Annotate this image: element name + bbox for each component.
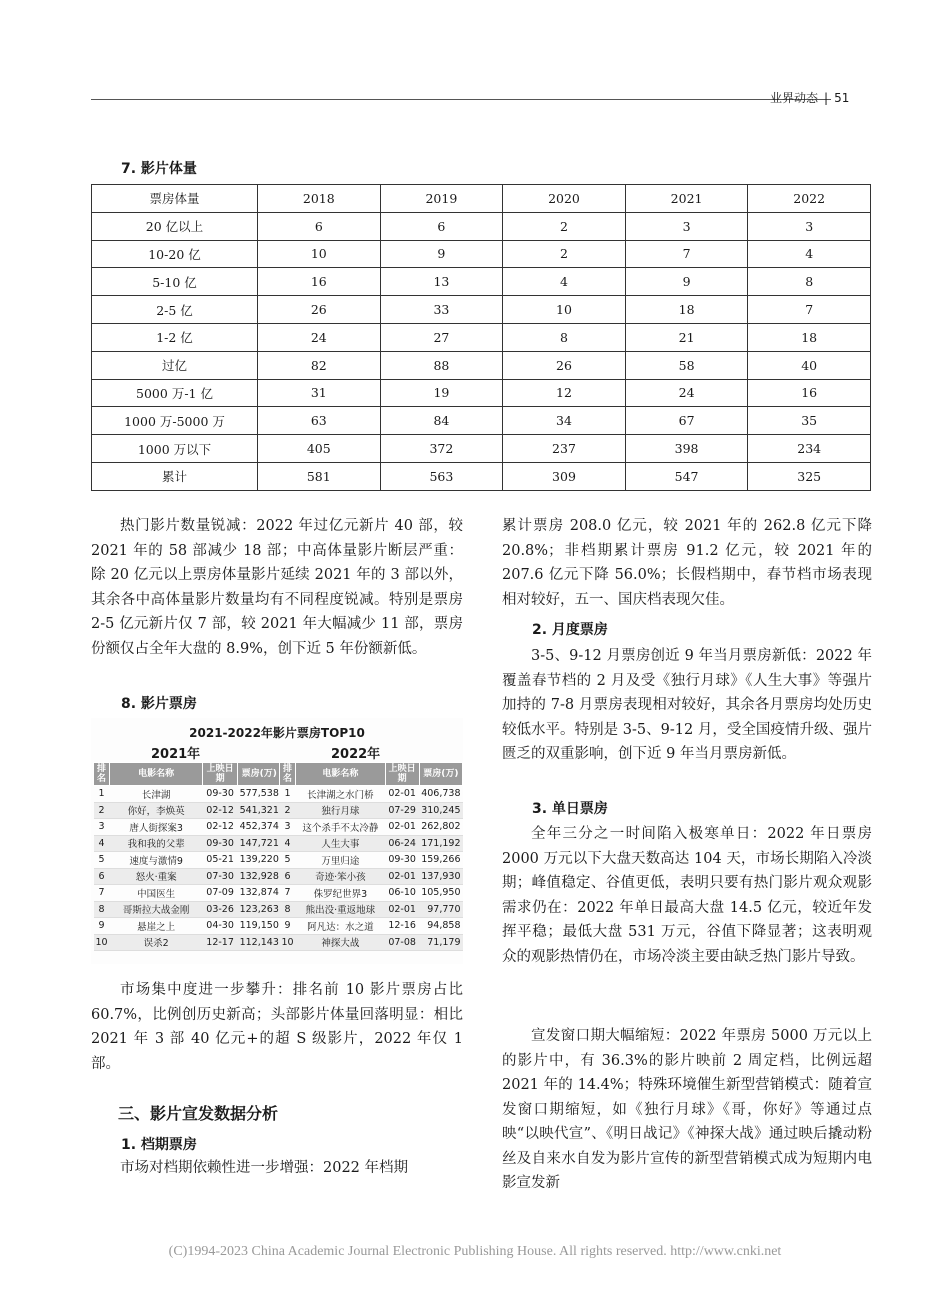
table-row — [92, 379, 871, 407]
film-title-cell: 误杀2 — [110, 934, 203, 951]
rank-cell: 5 — [94, 852, 110, 869]
box-office-cell: 123,263 — [238, 901, 281, 918]
section-8-title: 8. 影片票房 — [121, 696, 197, 712]
header-cell: 2022 — [748, 185, 871, 213]
table-header-row — [92, 185, 871, 213]
film-title-cell: 我和我的父辈 — [110, 835, 203, 852]
box-office-cell: 406,738 — [419, 786, 462, 803]
count-cell: 19 — [380, 379, 503, 407]
release-date-cell: 06-10 — [385, 885, 419, 902]
table-row — [92, 435, 871, 463]
box-office-cell: 105,950 — [419, 885, 462, 902]
col-box-office: 票房(万) — [238, 763, 281, 786]
count-cell: 24 — [258, 323, 381, 351]
year-2021-label: 2021年 — [151, 747, 201, 762]
col-rank: 排名 — [94, 763, 110, 786]
volume-category-cell: 5-10 亿 — [92, 268, 258, 296]
rank-cell: 9 — [94, 918, 110, 935]
film-title-cell: 阿凡达：水之道 — [296, 918, 386, 935]
volume-category-cell: 过亿 — [92, 351, 258, 379]
table-row — [92, 296, 871, 324]
release-date-cell: 09-30 — [385, 852, 419, 869]
release-date-cell: 04-30 — [203, 918, 238, 935]
volume-category-cell: 累计 — [92, 462, 258, 490]
table-row — [280, 885, 463, 902]
table-row — [92, 323, 871, 351]
rank-cell: 1 — [94, 786, 110, 803]
box-office-cell: 577,538 — [238, 786, 281, 803]
film-title-cell: 长津湖 — [110, 786, 203, 803]
count-cell: 63 — [258, 407, 381, 435]
box-office-cell: 159,266 — [419, 852, 462, 869]
rank-cell: 8 — [280, 901, 296, 918]
volume-category-cell: 2-5 亿 — [92, 296, 258, 324]
count-cell: 6 — [380, 212, 503, 240]
table-row — [94, 786, 281, 803]
subsection-2-title: 2. 月度票房 — [532, 622, 608, 638]
table-row — [280, 901, 463, 918]
col-date: 上映日期 — [203, 763, 238, 786]
release-date-cell: 07-29 — [385, 802, 419, 819]
header-cell: 2019 — [380, 185, 503, 213]
volume-category-cell: 1-2 亿 — [92, 323, 258, 351]
release-date-cell: 12-17 — [203, 934, 238, 951]
table-row — [280, 819, 463, 836]
release-date-cell: 02-12 — [203, 802, 238, 819]
table-row — [280, 786, 463, 803]
count-cell: 4 — [748, 240, 871, 268]
table-row — [94, 819, 281, 836]
count-cell: 58 — [625, 351, 748, 379]
film-title-cell: 哥斯拉大战金刚 — [110, 901, 203, 918]
right-paragraph-2: 3-5、9-12 月票房创近 9 年当月票房新低：2022 年覆盖春节档的 2 月及受《独行月球》《人生大事》等强片加持的 7-8 月票房表现相对较好，其余各月票房均处历史较低水平。特别是 3-5、9-12 月，受全国疫情升级、强片匮乏的双重影响，创下近 9 年当月票房新低。 — [502, 648, 872, 762]
table-row — [280, 802, 463, 819]
count-cell: 35 — [748, 407, 871, 435]
film-title-cell: 悬崖之上 — [110, 918, 203, 935]
table-row — [94, 802, 281, 819]
rank-cell: 5 — [280, 852, 296, 869]
count-cell: 234 — [748, 435, 871, 463]
table-row — [94, 852, 281, 869]
count-cell: 8 — [748, 268, 871, 296]
release-date-cell: 07-08 — [385, 934, 419, 951]
table-row — [92, 462, 871, 490]
rank-cell: 10 — [280, 934, 296, 951]
volume-category-cell: 5000 万-1 亿 — [92, 379, 258, 407]
film-title-cell: 独行月球 — [296, 802, 386, 819]
release-date-cell: 05-21 — [203, 852, 238, 869]
film-volume-table — [91, 184, 871, 491]
col-rank: 排名 — [280, 763, 296, 786]
count-cell: 581 — [258, 462, 381, 490]
right-paragraph-4: 宣发窗口期大幅缩短：2022 年票房 5000 万元以上的影片中，有 36.3%的影片映前 2 周定档，比例远超 2021 年的 14.4%；特殊环境催生新型营销模式：随着宣发窗口期缩短，如《独行月球》《哥，你好》等通过点映“以映代宣”、《明日战记》《神探大战》通过映后撬动粉丝及自来水自发为影片宣传的新型营销模式成为短期内电影宣发新 — [502, 1028, 872, 1191]
page-number: 51 — [834, 91, 850, 105]
release-date-cell: 02-01 — [385, 786, 419, 803]
table-row — [92, 407, 871, 435]
count-cell: 67 — [625, 407, 748, 435]
count-cell: 16 — [748, 379, 871, 407]
release-date-cell: 09-30 — [203, 786, 238, 803]
count-cell: 21 — [625, 323, 748, 351]
count-cell: 40 — [748, 351, 871, 379]
rank-cell: 10 — [94, 934, 110, 951]
rank-cell: 1 — [280, 786, 296, 803]
part-3-title: 三、影片宣发数据分析 — [118, 1104, 279, 1123]
count-cell: 2 — [503, 240, 626, 268]
release-date-cell: 03-26 — [203, 901, 238, 918]
col-box-office: 票房(万) — [419, 763, 462, 786]
count-cell: 3 — [748, 212, 871, 240]
box-office-cell: 262,802 — [419, 819, 462, 836]
release-date-cell: 02-12 — [203, 819, 238, 836]
table-row — [94, 918, 281, 935]
volume-category-cell: 1000 万以下 — [92, 435, 258, 463]
count-cell: 18 — [748, 323, 871, 351]
figure-title: 2021-2022年影片票房TOP10 — [189, 726, 365, 740]
release-date-cell: 02-01 — [385, 819, 419, 836]
box-office-cell: 139,220 — [238, 852, 281, 869]
count-cell: 27 — [380, 323, 503, 351]
count-cell: 88 — [380, 351, 503, 379]
rank-cell: 7 — [94, 885, 110, 902]
count-cell: 405 — [258, 435, 381, 463]
film-title-cell: 这个杀手不太冷静 — [296, 819, 386, 836]
volume-category-cell: 1000 万-5000 万 — [92, 407, 258, 435]
box-office-cell: 171,192 — [419, 835, 462, 852]
box-office-cell: 71,179 — [419, 934, 462, 951]
header-cell: 2018 — [258, 185, 381, 213]
count-cell: 16 — [258, 268, 381, 296]
box-office-cell: 119,150 — [238, 918, 281, 935]
count-cell: 34 — [503, 407, 626, 435]
film-title-cell: 中国医生 — [110, 885, 203, 902]
count-cell: 7 — [625, 240, 748, 268]
rank-cell: 4 — [94, 835, 110, 852]
film-title-cell: 奇迹·笨小孩 — [296, 868, 386, 885]
table-row — [94, 868, 281, 885]
rank-cell: 7 — [280, 885, 296, 902]
count-cell: 4 — [503, 268, 626, 296]
rank-cell: 8 — [94, 901, 110, 918]
count-cell: 2 — [503, 212, 626, 240]
table-row — [280, 868, 463, 885]
top10-2022-table — [279, 762, 463, 951]
rank-cell: 2 — [94, 802, 110, 819]
film-title-cell: 你好，李焕英 — [110, 802, 203, 819]
header-cell: 2020 — [503, 185, 626, 213]
film-title-cell: 人生大事 — [296, 835, 386, 852]
rank-cell: 3 — [94, 819, 110, 836]
count-cell: 237 — [503, 435, 626, 463]
count-cell: 31 — [258, 379, 381, 407]
count-cell: 547 — [625, 462, 748, 490]
rank-cell: 6 — [280, 868, 296, 885]
table-row — [94, 934, 281, 951]
count-cell: 563 — [380, 462, 503, 490]
film-title-cell: 唐人街探案3 — [110, 819, 203, 836]
count-cell: 9 — [380, 240, 503, 268]
rank-cell: 3 — [280, 819, 296, 836]
film-title-cell: 侏罗纪世界3 — [296, 885, 386, 902]
box-office-cell: 94,858 — [419, 918, 462, 935]
film-title-cell: 速度与激情9 — [110, 852, 203, 869]
film-title-cell: 万里归途 — [296, 852, 386, 869]
rank-cell: 9 — [280, 918, 296, 935]
box-office-cell: 97,770 — [419, 901, 462, 918]
subsection-3-title: 3. 单日票房 — [532, 801, 608, 817]
count-cell: 9 — [625, 268, 748, 296]
count-cell: 309 — [503, 462, 626, 490]
table-row — [94, 901, 281, 918]
col-date: 上映日期 — [385, 763, 419, 786]
release-date-cell: 09-30 — [203, 835, 238, 852]
table-row — [280, 934, 463, 951]
count-cell: 18 — [625, 296, 748, 324]
header-cell: 2021 — [625, 185, 748, 213]
rank-cell: 2 — [280, 802, 296, 819]
col-title: 电影名称 — [296, 763, 386, 786]
volume-category-cell: 20 亿以上 — [92, 212, 258, 240]
table-row — [280, 918, 463, 935]
box-office-cell: 132,874 — [238, 885, 281, 902]
box-office-cell: 147,721 — [238, 835, 281, 852]
table-row — [92, 212, 871, 240]
box-office-cell: 541,321 — [238, 802, 281, 819]
count-cell: 10 — [503, 296, 626, 324]
count-cell: 325 — [748, 462, 871, 490]
release-date-cell: 06-24 — [385, 835, 419, 852]
volume-category-cell: 10-20 亿 — [92, 240, 258, 268]
left-paragraph-1: 热门影片数量锐减：2022 年过亿元新片 40 部，较 2021 年的 58 部减少 18 部；中高体量影片断层严重：除 20 亿元以上票房体量影片延续 2021 年的 3 部以外，其余各中高体量影片数量均有不同程度锐减。特别是票房 2-5 亿元新片仅 7 部，较 2021 年大幅减少 11 部，票房份额仅占全年大盘的 8.9%，创下近 5 年份额新低。 — [91, 518, 463, 657]
count-cell: 26 — [503, 351, 626, 379]
subsection-1-title: 1. 档期票房 — [121, 1137, 197, 1153]
count-cell: 372 — [380, 435, 503, 463]
year-2022-label: 2022年 — [331, 747, 381, 762]
count-cell: 82 — [258, 351, 381, 379]
count-cell: 12 — [503, 379, 626, 407]
count-cell: 3 — [625, 212, 748, 240]
box-office-cell: 310,245 — [419, 802, 462, 819]
count-cell: 8 — [503, 323, 626, 351]
film-title-cell: 神探大战 — [296, 934, 386, 951]
left-paragraph-2: 市场集中度进一步攀升：排名前 10 影片票房占比 60.7%，比例创历史新高；头部影片体量回落明显：相比 2021 年 3 部 40 亿元+的超 S 级影片，2022 年仅 1 部。 — [91, 982, 463, 1072]
header-rule — [91, 99, 831, 100]
box-office-cell: 452,374 — [238, 819, 281, 836]
count-cell: 10 — [258, 240, 381, 268]
copyright-footer: (C)1994-2023 China Academic Journal Electronic Publishing House. All rights reserved. http://www.cnki.net — [168, 1244, 782, 1259]
right-paragraph-1: 累计票房 208.0 亿元，较 2021 年的 262.8 亿元下降 20.8%；非档期累计票房 91.2 亿元，较 2021 年的 207.6 亿元下降 56.0%；长假档期中，春节档市场表现相对较好，五一、国庆档表现欠佳。 — [502, 518, 872, 608]
right-paragraph-3: 全年三分之一时间陷入极寒单日：2022 年日票房 2000 万元以下大盘天数高达 104 天，市场长期陷入冷淡期；峰值稳定、谷值更低，表明只要有热门影片观众观影需求仍在：2022 年单日最高大盘 14.5 亿元，较近年发挥平稳；最低大盘 531 万元，谷值下降显著；这表明观众的观影热情仍在，市场冷淡主要由缺乏热门影片导致。 — [502, 826, 872, 965]
count-cell: 398 — [625, 435, 748, 463]
release-date-cell: 12-16 — [385, 918, 419, 935]
box-office-cell: 132,928 — [238, 868, 281, 885]
release-date-cell: 07-30 — [203, 868, 238, 885]
table-row — [92, 268, 871, 296]
rank-cell: 4 — [280, 835, 296, 852]
box-office-cell: 112,143 — [238, 934, 281, 951]
count-cell: 6 — [258, 212, 381, 240]
top10-2021-table — [93, 762, 281, 951]
left-paragraph-3: 市场对档期依赖性进一步增强：2022 年档期 — [120, 1160, 409, 1176]
count-cell: 84 — [380, 407, 503, 435]
release-date-cell: 02-01 — [385, 901, 419, 918]
table-row — [94, 885, 281, 902]
table-row — [92, 351, 871, 379]
running-header: 业界动态 | 51 — [770, 91, 850, 105]
header-cell: 票房体量 — [92, 185, 258, 213]
count-cell: 26 — [258, 296, 381, 324]
release-date-cell: 02-01 — [385, 868, 419, 885]
count-cell: 24 — [625, 379, 748, 407]
count-cell: 13 — [380, 268, 503, 296]
count-cell: 7 — [748, 296, 871, 324]
section-7-title: 7. 影片体量 — [121, 161, 197, 177]
film-title-cell: 长津湖之水门桥 — [296, 786, 386, 803]
box-office-cell: 137,930 — [419, 868, 462, 885]
film-title-cell: 怒火·重案 — [110, 868, 203, 885]
col-title: 电影名称 — [110, 763, 203, 786]
table-row — [92, 240, 871, 268]
table-row — [280, 835, 463, 852]
film-title-cell: 熊出没·重返地球 — [296, 901, 386, 918]
table-row — [280, 852, 463, 869]
rank-cell: 6 — [94, 868, 110, 885]
count-cell: 33 — [380, 296, 503, 324]
header-section: 业界动态 — [770, 91, 819, 105]
table-row — [94, 835, 281, 852]
top10-figure — [91, 718, 463, 964]
release-date-cell: 07-09 — [203, 885, 238, 902]
